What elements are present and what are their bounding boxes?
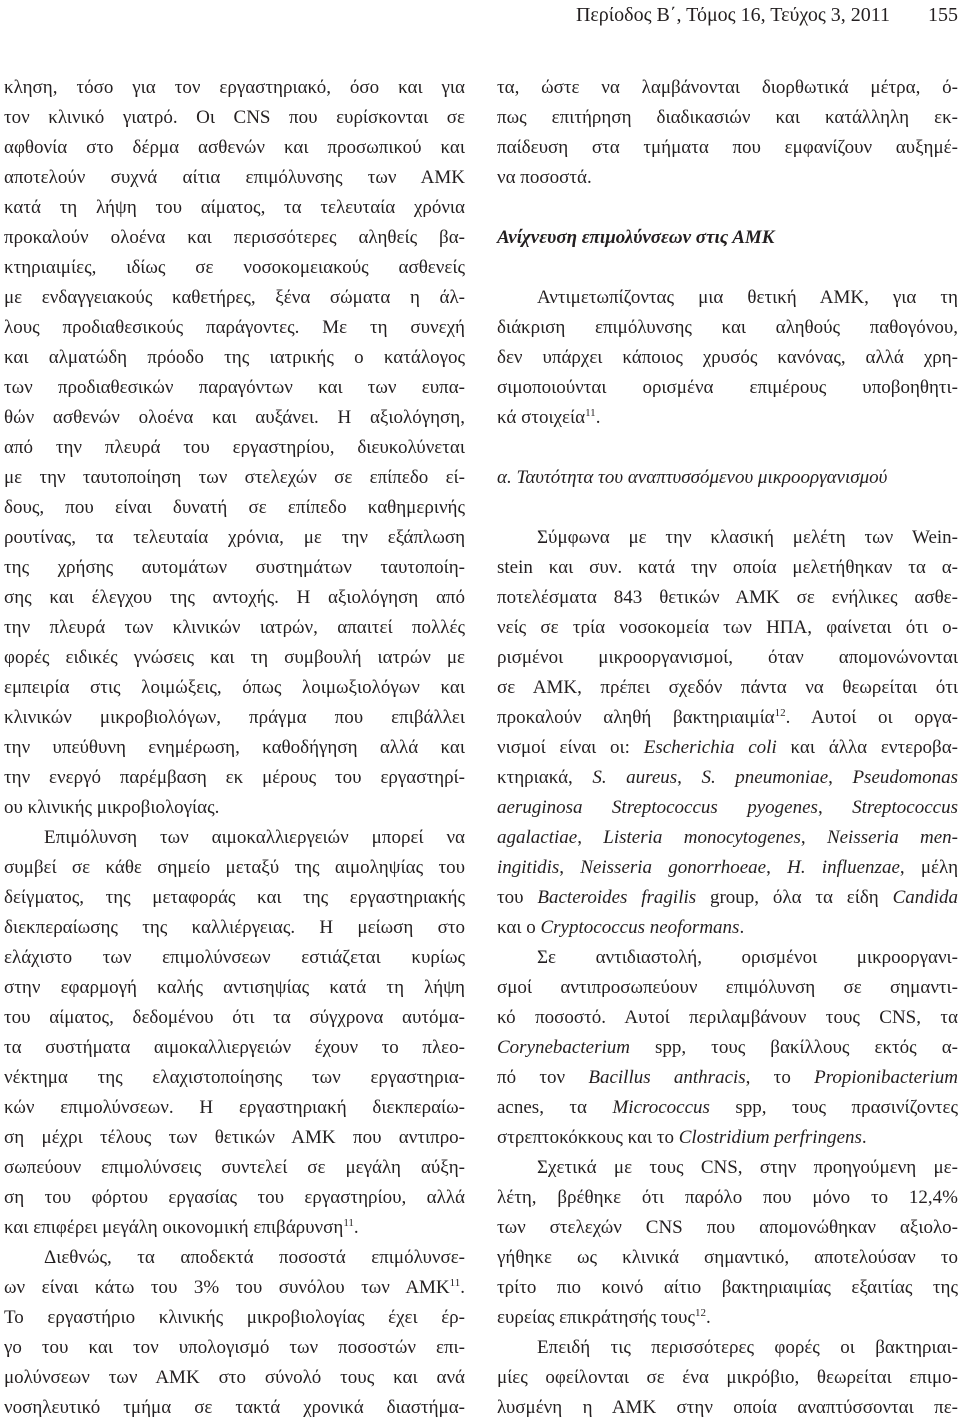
text-line: ρουτίνας, τα τελευταία χρόνια, με την εξάπλωση: [4, 527, 465, 548]
reference-superscript: 11: [343, 1217, 354, 1229]
text-line: φορές ειδικές γνώσεις και τη συμβουλή ιατρών με: [4, 647, 465, 668]
text-line: [497, 853, 958, 883]
text-line: κλινικών μικροβιολόγων, πράγμα που επιβάλλει: [4, 707, 465, 728]
text-line: Διεθνώς, τα αποδεκτά ποσοστά επιμόλυνσε-: [44, 1247, 465, 1268]
text-line: [497, 1063, 958, 1093]
journal-issue: Περίοδος Β΄, Τόμος 16, Τεύχος 3, 2011: [575, 4, 890, 26]
text-line: δείγματος, της μεταφοράς και της εργαστηριακής: [4, 887, 465, 908]
paragraph: [497, 283, 958, 433]
text-line: νείς σε τρία νοσοκομεία των ΗΠΑ, φαίνεται ότι ο-: [497, 617, 958, 638]
text-line: Επειδή τις περισσότερες φορές οι βακτηριαι-: [537, 1337, 958, 1358]
text-line: παίδευση στα τμήματα που εμφανίζουν αυξημέ-: [497, 137, 958, 158]
italic-text-run: H. influenzae: [787, 857, 900, 878]
italic-text-run: S. aureus: [592, 767, 678, 788]
text-run: προκαλούν αληθή βακτηριαιμία: [497, 707, 775, 728]
text-run: ,: [677, 767, 702, 788]
reference-superscript: 11: [449, 1277, 461, 1289]
text-line: γο του και τον υπολογισμό των ποσοστών επι-: [4, 1337, 465, 1358]
text-line: Σχετικά με τους CNS, στην προηγούμενη με-: [537, 1157, 958, 1178]
text-line: των στελεχών CNS που απομονώθηκαν αξιολο-: [497, 1217, 958, 1238]
text-line: σιμοποιούνται ορισμένα επιμέρους υποβοηθητι-: [497, 377, 958, 398]
right-column: [497, 73, 958, 1423]
page-number: 155: [928, 4, 958, 26]
subsection-heading: α. Ταυτότητα του αναπτυσσόμενου μικροοργανισμού: [497, 467, 888, 488]
text-line: θών ασθενών ολοένα και αυξάνει. Η αξιολόγηση,: [4, 407, 465, 428]
italic-text-run: Escherichia coli: [643, 737, 777, 758]
italic-text-run: Neisseria gonorrhoeae: [580, 857, 767, 878]
paragraph: [497, 1153, 958, 1333]
text-run: .: [861, 1127, 867, 1148]
text-run: ευρείας επικράτησής τους: [497, 1307, 695, 1328]
text-run: spp, τους βακίλλους εκτός α-: [629, 1037, 958, 1058]
text-line: αφθονία στο δέρμα ασθενών και προσωπικού και: [4, 137, 465, 158]
text-line: εμπειρία στις λοιμώξεις, όπως λοιμωξιολόγων και: [4, 677, 465, 698]
text-line: ση του φόρτου εργασίας του εργαστηρίου, αλλά: [4, 1187, 465, 1208]
text-run: . Αυτοί οι οργα-: [785, 707, 958, 728]
text-line: ση μέχρι τέλους των θετικών ΑΜΚ που αντιπρο-: [4, 1127, 465, 1148]
text-run: acnes, τα: [497, 1097, 613, 1118]
text-line: λους προδιαθεσικούς παράγοντες. Με τη συνεχή: [4, 317, 465, 338]
text-run: , το: [745, 1067, 815, 1088]
text-line: [497, 763, 958, 793]
text-line: μολύνσεων των ΑΜΚ στο σύνολό τους και ανά: [4, 1367, 465, 1388]
text-line: δεν υπάρχει κάποιος χρυσός κανόνας, αλλά χρη-: [497, 347, 958, 368]
text-run: group, όλα τα είδη: [696, 887, 893, 908]
text-run: .: [739, 917, 745, 938]
text-line: τα, ώστε να λαμβάνονται διορθωτικά μέτρα, ό-: [497, 77, 958, 98]
text-run: ων είναι κάτω του 3% του συνόλου των ΑΜΚ: [4, 1277, 450, 1298]
text-line: σμοί αντιπροσωπεύουν επιμόλυνση σε σημαντι-: [497, 977, 958, 998]
text-line: τρίτο πιο κοινό αίτιο βακτηριαιμίας εξαιτίας της: [497, 1277, 958, 1298]
paragraph: [497, 523, 958, 943]
text-line: την πλευρά των κλινικών ιατρών, απαιτεί πολλές: [4, 617, 465, 638]
italic-text-run: Pseudomonas: [852, 767, 958, 788]
italic-text-run: aeruginosa Streptococcus pyogenes: [497, 797, 818, 818]
italic-text-run: Corynebacterium: [497, 1037, 630, 1058]
text-line: [497, 823, 958, 853]
text-line: λέτη, βρέθηκε ότι παρόλο που μόνο το 12,4%: [497, 1187, 958, 1208]
text-line: στην εφαρμογή καλής αντισηψίας κατά τη λήψη: [4, 977, 465, 998]
text-line: νέκτημα της ελαχιστοποίησης των εργαστηρια-: [4, 1067, 465, 1088]
text-line: με την ταυτοποίηση των στελεχών σε επίπεδο εί-: [4, 467, 465, 488]
text-run: , μέλη: [899, 857, 958, 878]
text-line: [497, 913, 958, 943]
italic-text-run: Micrococcus: [612, 1097, 710, 1118]
text-line: του αίματος, δεδομένου ότι τα σύγχρονα αυτόμα-: [4, 1007, 465, 1028]
text-line: νοσηλευτικό τμήμα σε τακτά χρονικά διαστήμα-: [4, 1397, 465, 1418]
text-line: stein και συν. κατά την οποία μελετήθηκαν τα α-: [497, 557, 958, 578]
text-line: ελάχιστο των επιμολύνσεων εστιάζεται κυρίως: [4, 947, 465, 968]
text-line: κών επιμολύνσεων. Η εργαστηριακή διεκπεραίω-: [4, 1097, 465, 1118]
text-line: γήθηκε ως κλινικά σημαντικό, αποτελούσαν το: [497, 1247, 958, 1268]
text-line: [497, 1093, 958, 1123]
text-line: και αλματώδη πρόοδο της ιατρικής ο κατάλογος: [4, 347, 465, 368]
paragraph: [497, 943, 958, 1153]
text-line: [497, 883, 958, 913]
italic-text-run: Cryptococcus neoformans: [540, 917, 740, 938]
text-line: δους, που είναι δυνατή σε επίπεδο καθημερινής: [4, 497, 465, 518]
reference-superscript: 11: [585, 407, 596, 419]
text-run: .: [705, 1307, 711, 1328]
paragraph: [497, 73, 958, 193]
text-line: [497, 793, 958, 823]
text-line: [497, 1033, 958, 1063]
text-run: ,: [817, 797, 853, 818]
text-run: .: [460, 1277, 465, 1298]
text-run: και ο: [497, 917, 541, 938]
italic-text-run: Neisseria men-: [826, 827, 958, 848]
text-line: σης και έλεγχου της αντοχής. Η αξιολόγηση από: [4, 587, 465, 608]
text-line: [497, 733, 958, 763]
text-run: spp, τους πρασινίζοντες: [709, 1097, 958, 1118]
text-line: Σύμφωνα με την κλασική μελέτη των Wein-: [537, 527, 958, 548]
text-line: ου κλινικής μικροβιολογίας.: [4, 797, 220, 818]
italic-text-run: Clostridium perfringens: [678, 1127, 862, 1148]
text-line: σε ΑΜΚ, πρέπει σχεδόν πάντα να θεωρείται ότι: [497, 677, 958, 698]
text-line: ποτελέσματα 843 θετικών ΑΜΚ σε ενήλικες ασθε-: [497, 587, 958, 608]
text-run: του: [497, 887, 538, 908]
italic-text-run: Candida: [892, 887, 958, 908]
text-line: την ενεργό παρέμβαση εκ μέρους του εργαστηρί-: [4, 767, 465, 788]
text-run: κτηριακά,: [497, 767, 593, 788]
paragraph: [497, 1333, 958, 1423]
text-line: [4, 1213, 465, 1243]
text-line: Επιμόλυνση των αιμοκαλλιεργειών μπορεί να: [44, 827, 465, 848]
text-line: λυσμένη η ΑΜΚ στην οποία αναπτύσσονται πε-: [497, 1397, 958, 1418]
italic-text-run: agalactiae: [497, 827, 578, 848]
italic-text-run: Listeria monocytogenes: [603, 827, 801, 848]
text-line: κατά τη λήψη του αίματος, τα τελευταία χρόνια: [4, 197, 465, 218]
text-line: σωπεύουν επιμολύνσεις συντελεί σε μεγάλη αύξη-: [4, 1157, 465, 1178]
text-run: ,: [559, 857, 581, 878]
paragraph: [4, 823, 465, 1243]
text-line: [497, 703, 958, 733]
paragraph: [4, 73, 465, 823]
text-run: νισμοί είναι οι:: [497, 737, 644, 758]
section-heading: Ανίχνευση επιμολύνσεων στις ΑΜΚ: [497, 227, 775, 248]
text-line: συμβεί σε κάθε σημείο μεταξύ της αιμοληψίας του: [4, 857, 465, 878]
italic-text-run: Bacillus anthracis: [588, 1067, 746, 1088]
text-line: τα συστήματα αιμοκαλλιεργειών έχουν το πλεο-: [4, 1037, 465, 1058]
italic-text-run: Bacteroides fragilis: [537, 887, 697, 908]
paragraph: [4, 1243, 465, 1423]
italic-text-run: Streptococcus: [852, 797, 958, 818]
text-line: αποτελούν συχνά αίτια επιμόλυνσης των ΑΜΚ: [4, 167, 465, 188]
text-run: κά στοιχεία: [497, 407, 586, 428]
italic-text-run: Propionibacterium: [814, 1067, 958, 1088]
text-run: και άλλα εντεροβα-: [776, 737, 958, 758]
text-line: κτηριαιμίες, ιδίως σε νοσοκομειακούς ασθενείς: [4, 257, 465, 278]
text-line: ρισμένοι μικροοργανισμοί, όταν απομονώνονται: [497, 647, 958, 668]
reference-superscript: 12: [694, 1307, 706, 1319]
text-run: ,: [577, 827, 604, 848]
reference-superscript: 12: [774, 707, 786, 719]
text-line: να ποσοστά.: [497, 167, 592, 188]
text-line: από την πλευρά του εργαστηρίου, διευκολύνεται: [4, 437, 465, 458]
text-line: κό ποσοστό. Αυτοί περιλαμβάνουν τους CNS, τα: [497, 1007, 958, 1028]
text-line: διεκπεραίωσης της καλλιέργειας. Η μείωση στο: [4, 917, 465, 938]
text-run: ,: [800, 827, 827, 848]
text-line: τον κλινικό γιατρό. Οι CNS που ευρίσκονται σε: [4, 107, 465, 128]
italic-text-run: ingitidis: [497, 857, 560, 878]
text-line: κληση, τόσο για τον εργαστηριακό, όσο και για: [4, 77, 465, 98]
text-line: προκαλούν ολοένα και περισσότερες αληθείς βα-: [4, 227, 465, 248]
text-run: και επιφέρει μεγάλη οικονομική επιβάρυνση: [4, 1217, 344, 1238]
text-line: Αντιμετωπίζοντας μια θετική ΑΜΚ, για τη: [537, 287, 958, 308]
running-header: [576, 2, 958, 28]
text-line: Σε αντιδιαστολή, ορισμένοι μικροοργανι-: [537, 947, 958, 968]
text-run: ,: [766, 857, 788, 878]
text-line: των προδιαθεσικών παραγόντων και των ευπα-: [4, 377, 465, 398]
text-run: .: [595, 407, 601, 428]
text-run: πό τον: [497, 1067, 589, 1088]
text-line: της χρήσης αυτομάτων συστημάτων ταυτοποίη-: [4, 557, 465, 578]
text-line: [497, 403, 958, 433]
text-run: ,: [828, 767, 853, 788]
text-line: την υπεύθυνη ενημέρωση, καθοδήγηση αλλά και: [4, 737, 465, 758]
italic-text-run: S. pneumoniae: [701, 767, 829, 788]
text-line: με ενδαγγειακούς καθετήρες, ξένα σώματα η άλ-: [4, 287, 465, 308]
text-line: Το εργαστήριο κλινικής μικροβιολογίας έχει έρ-: [4, 1307, 465, 1328]
text-line: [4, 1273, 465, 1303]
text-line: πως επιτήρηση διαδικασιών και κατάλληλη εκ-: [497, 107, 958, 128]
text-line: [497, 1123, 958, 1153]
left-column: [4, 73, 465, 1423]
text-run: .: [353, 1217, 359, 1238]
text-run: στρεπτοκόκκους και το: [497, 1127, 679, 1148]
text-line: μίες οφείλονται σε ένα μικρόβιο, θεωρείται επιμο-: [497, 1367, 958, 1388]
text-line: διάκριση επιμόλυνσης και αληθούς παθογόνου,: [497, 317, 958, 338]
text-line: [497, 1303, 958, 1333]
